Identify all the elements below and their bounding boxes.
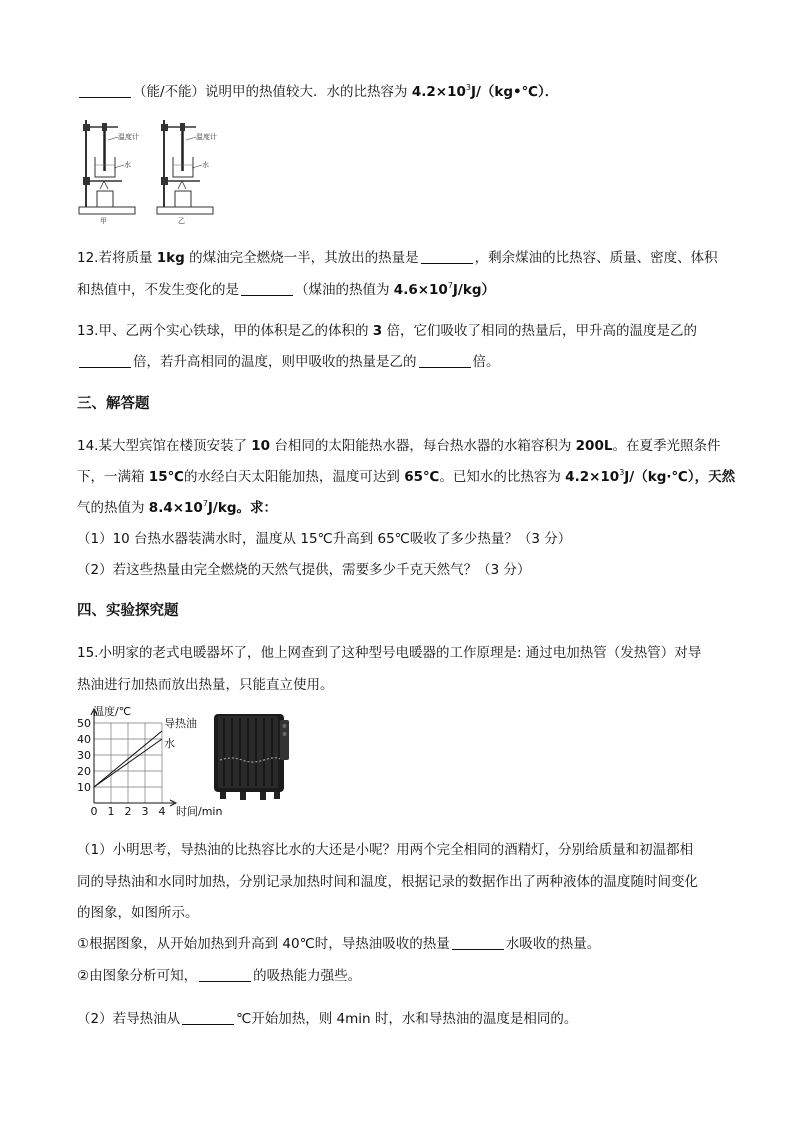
answer-blank[interactable] xyxy=(182,1010,234,1025)
q15-c2: ②由图象分析可知， 的吸热能力强些。 xyxy=(77,968,362,984)
q15-c1: ①根据图象，从开始加热到升高到 40℃时，导热油吸收的热量 水吸收的热量。 xyxy=(77,936,601,952)
q14-sub2: （2）若这些热量由完全燃烧的天然气提供，需要多少千克天然气？（3 分） xyxy=(77,562,531,578)
thermometer-label: 温度计 xyxy=(118,133,139,141)
x-tick-label: 0 xyxy=(90,805,98,818)
answer-blank[interactable] xyxy=(79,353,131,368)
answer-blank[interactable] xyxy=(421,249,473,264)
x-tick-label: 2 xyxy=(124,805,132,818)
answer-blank[interactable] xyxy=(452,935,504,950)
q15-p1-line3: 的图象，如图所示。 xyxy=(77,905,199,921)
y-tick-label: 50 xyxy=(77,717,91,730)
water-label: 水 xyxy=(124,161,131,169)
section-heading-4: 四、实验探究题 xyxy=(77,603,179,619)
x-axis-label: 时间/min xyxy=(176,805,223,818)
label-jia: 甲 xyxy=(100,217,107,225)
label-yi: 乙 xyxy=(178,217,185,225)
q12-line1: 12.若将质量 1kg 的煤油完全燃烧一半，其放出的热量是 ，剩余煤油的比热容、质量、密度、体积 xyxy=(77,250,718,266)
series-label-water: 水 xyxy=(164,737,175,750)
y-tick-label: 30 xyxy=(77,749,91,762)
x-tick-label: 3 xyxy=(141,805,149,818)
q14-line1: 14.某大型宾馆在楼顶安装了 10 台相同的太阳能热水器，每台热水器的水箱容积为 200L。在夏季光照条件 xyxy=(77,438,721,454)
q15-p1-line2: 同的导热油和水同时加热，分别记录加热时间和温度，根据记录的数据作出了两种液体的温度随时间变化 xyxy=(77,874,698,890)
x-tick-label: 4 xyxy=(158,805,166,818)
answer-blank[interactable] xyxy=(199,967,251,982)
answer-blank[interactable] xyxy=(419,353,471,368)
chart-series xyxy=(94,716,197,787)
y-tick-label: 10 xyxy=(77,781,91,794)
q15-p1-line1: （1）小明思考，导热油的比热容比水的大还是小呢？用两个完全相同的酒精灯，分别给质量和初温都相 xyxy=(77,842,694,858)
series-label-oil: 导热油 xyxy=(164,717,197,730)
q15-line1: 15.小明家的老式电暖器坏了，他上网查到了这种型号电暖器的工作原理是: 通过电加热管（发热管）对导 xyxy=(77,645,702,661)
y-tick-label: 20 xyxy=(77,765,91,778)
q15-p2: （2）若导热油从 ℃开始加热，则 4min 时，水和导热油的温度是相同的。 xyxy=(77,1011,578,1027)
q11-tail-line: （能/不能）说明甲的热值较大．水的比热容为 $4.2\times 10^3J/(kg•℃)$． xyxy=(77,82,558,102)
oil-heater-image xyxy=(212,710,292,804)
apparatus-b xyxy=(157,120,217,225)
section-heading-3: 三、解答题 xyxy=(77,396,150,412)
q14-line2: 下，一满箱 15℃的水经白天太阳能加热，温度可达到 65℃。已知水的比热容为 $4.2\times 10^3J/(kg\cdot℃)$，天然 xyxy=(77,468,736,485)
apparatus-a xyxy=(79,120,139,225)
q15-line2: 热油进行加热而放出热量，只能直立使用。 xyxy=(77,677,334,693)
q14-sub1: （1）10 台热水器装满水时，温度从 15℃升高到 65℃吸收了多少热量？（3 分） xyxy=(77,531,572,547)
answer-blank[interactable] xyxy=(241,281,293,296)
q13-line1: 13.甲、乙两个实心铁球，甲的体积是乙的体积的 3 倍，它们吸收了相同的热量后，甲升高的温度是乙的 xyxy=(77,323,697,339)
q14-line3: 气的热值为 $8.4\times 10^7J/kg$。求： xyxy=(77,499,278,516)
water-label-b: 水 xyxy=(202,161,209,169)
apparatus-figure xyxy=(78,115,218,225)
x-tick-label: 1 xyxy=(107,805,115,818)
thermometer-label-b: 温度计 xyxy=(196,133,217,141)
y-tick-label: 40 xyxy=(77,733,91,746)
q12-line2: 和热值中，不发生变化的是 （煤油的热值为 $4.6\times 10^7J/kg$） xyxy=(77,281,496,298)
q13-line2: 倍，若升高相同的温度，则甲吸收的热量是乙的 倍。 xyxy=(77,352,500,372)
y-axis-label: 温度/℃ xyxy=(93,705,132,718)
answer-blank[interactable] xyxy=(79,83,131,98)
